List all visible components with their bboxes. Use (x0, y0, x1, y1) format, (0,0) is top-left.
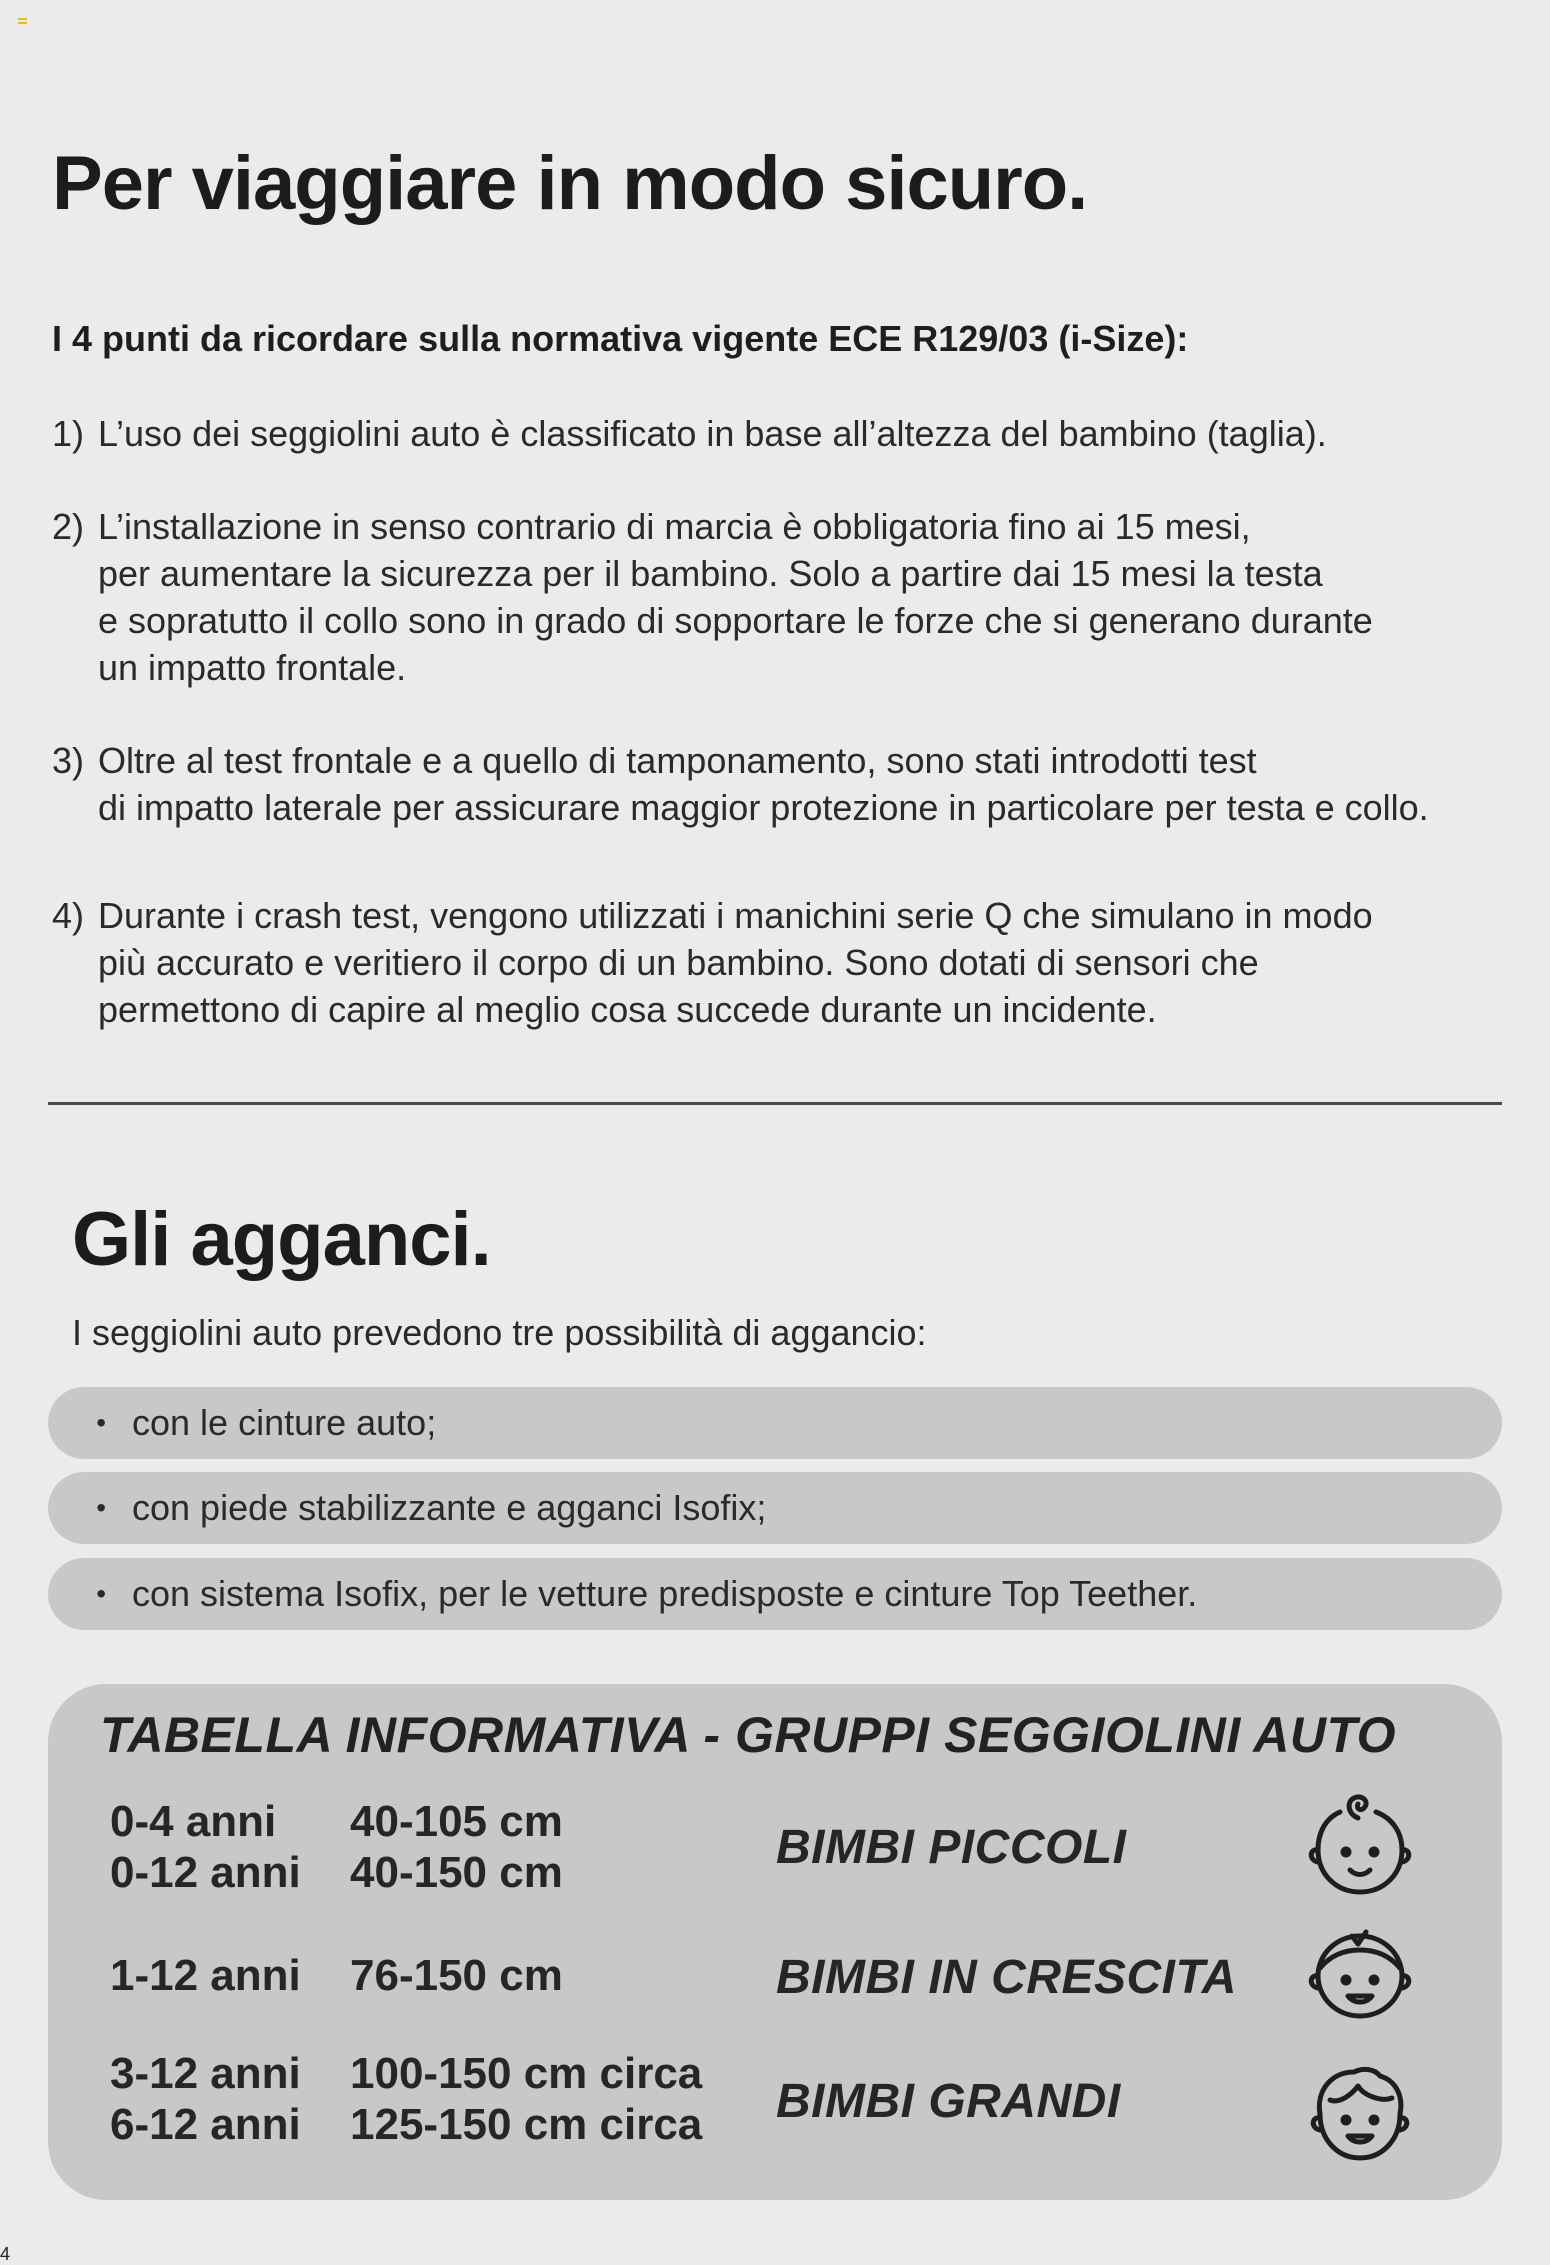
child-face-icon (1296, 1910, 1420, 2034)
point-text: L’installazione in senso contrario di marcia è obbligatoria fino ai 15 mesi, per aumentare la sicurezza per il bambino. Solo a partire dai 15 mesi la testa e sopratutto il collo sono in grado di sopportare le forze che si generano durante un impatto frontale. (98, 506, 1373, 688)
age-range: 0-4 anni (110, 1797, 277, 1846)
point-4 (52, 892, 1512, 1033)
regulation-subtitle: I 4 punti da ricordare sulla normativa vigente ECE R129/03 (i-Size): (52, 318, 1189, 359)
height-range: 76-150 cm (350, 1951, 563, 2000)
point-2 (52, 503, 1512, 691)
point-text: Durante i crash test, vengono utilizzati i manichini serie Q che simulano in modo più accurato e veritiero il corpo di un bambino. Sono dotati di sensori che permettono di capire al meglio cosa succede durante un incidente. (98, 895, 1373, 1030)
group-label: BIMBI GRANDI (776, 2075, 1121, 2128)
height-range: 100-150 cm circa (350, 2049, 703, 2098)
height-range: 40-105 cm (350, 1797, 563, 1846)
hook-option (48, 1558, 1502, 1630)
corner-mark (18, 18, 27, 24)
hook-option (48, 1472, 1502, 1544)
point-number: 3) (52, 740, 85, 781)
page-title: Per viaggiare in modo sicuro. (52, 141, 1088, 226)
height-range: 125-150 cm circa (350, 2100, 703, 2149)
point-text: L’uso dei seggiolini auto è classificato in base all’altezza del bambino (taglia). (98, 413, 1327, 454)
hook-option-label: con le cinture auto; (132, 1402, 437, 1443)
height-range: 40-150 cm (350, 1848, 563, 1897)
point-number: 4) (52, 895, 85, 936)
hook-option-label: con piede stabilizzante e agganci Isofix; (132, 1487, 767, 1528)
age-range: 6-12 anni (110, 2100, 301, 2149)
hook-option-label: con sistema Isofix, per le vetture predisposte e cinture Top Teether. (132, 1573, 1198, 1614)
bullet-icon: • (96, 1492, 106, 1523)
hooks-intro: I seggiolini auto prevedono tre possibilità di aggancio: (72, 1312, 927, 1353)
group-label: BIMBI PICCOLI (776, 1821, 1127, 1874)
kid-face-icon (1296, 2050, 1420, 2174)
age-range: 3-12 anni (110, 2049, 301, 2098)
point-number: 1) (52, 413, 85, 454)
point-text: Oltre al test frontale e a quello di tamponamento, sono stati introdotti test di impatto laterale per assicurare maggior protezione in particolare per testa e collo. (98, 740, 1429, 828)
section-divider (48, 1102, 1502, 1105)
point-1 (52, 410, 1512, 457)
point-3 (52, 737, 1512, 831)
hook-option (48, 1387, 1502, 1459)
age-range: 1-12 anni (110, 1951, 301, 2000)
hooks-title: Gli agganci. (72, 1197, 491, 1282)
point-number: 2) (52, 506, 85, 547)
group-label: BIMBI IN CRESCITA (776, 1951, 1237, 2004)
bullet-icon: • (96, 1407, 106, 1438)
page-number: 4 (0, 2244, 11, 2264)
baby-face-icon (1296, 1786, 1420, 1910)
info-table (48, 1684, 1502, 2200)
age-range: 0-12 anni (110, 1848, 301, 1897)
bullet-icon: • (96, 1578, 106, 1609)
info-table-title: TABELLA INFORMATIVA - GRUPPI SEGGIOLINI AUTO (100, 1707, 1397, 1763)
